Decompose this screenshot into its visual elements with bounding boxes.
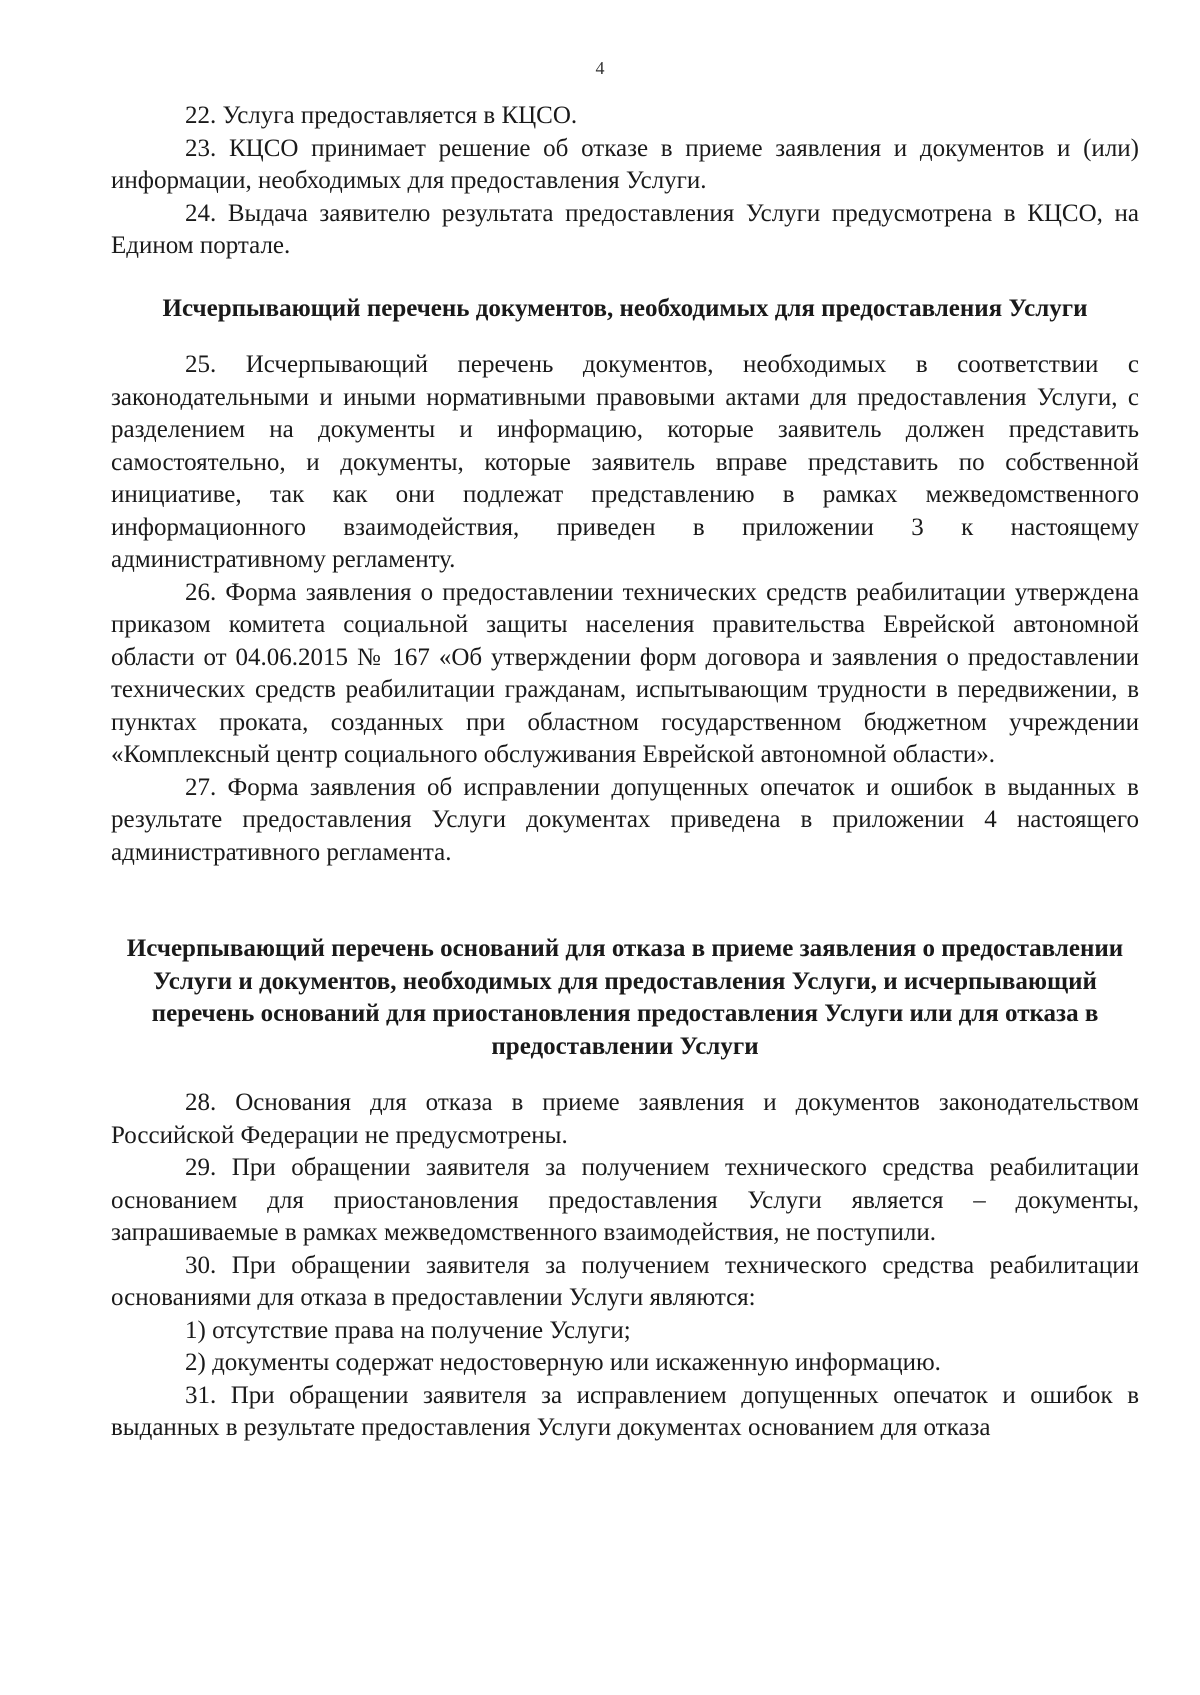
list-item-30-1: 1) отсутствие права на получение Услуги; (185, 1316, 631, 1344)
list-item-30-2: 2) документы содержат недостоверную или искаженную информацию. (185, 1349, 941, 1376)
paragraph-22: 22. Услуга предоставляется в КЦСО. (185, 102, 578, 129)
paragraph-23: 23. КЦСО принимает решение об отказе в приеме заявления и документов и (или) информации, необходимых для предоставления Услуги. (111, 134, 1139, 194)
paragraph-27: 27. Форма заявления об исправлении допущенных опечаток и ошибок в выданных в результате предоставления Услуги документах приведена в приложении 4 настоящего административного регламента. (111, 773, 1139, 866)
document-body (111, 100, 1139, 1445)
paragraph-28: 28. Основания для отказа в приеме заявления и документов законодательством Российской Федерации не предусмотрены. (111, 1089, 1139, 1149)
paragraph-30: 30. При обращении заявителя за получением технического средства реабилитации основаниями для отказа в предоставлении Услуги являются: (111, 1251, 1139, 1311)
paragraph-25: 25. Исчерпывающий перечень документов, необходимых в соответствии с законодательными и иными нормативными правовыми актами для предоставления Услуги, с разделением на документы и информацию, которые заявитель должен представить самостоятельно, и документы, которые заявитель вправе представить по собственной инициативе, так как они подлежат представлению в рамках межведомственного информационного взаимодействия, приведен в приложении 3 к настоящему административному регламенту. (111, 351, 1139, 573)
section-heading-documents: Исчерпывающий перечень документов, необходимых для предоставления Услуги (162, 294, 1088, 322)
section-heading-refusal-grounds: Исчерпывающий перечень оснований для отказа в приеме заявления о предоставлении Услуги и документов, необходимых для предоставления Услуги, и исчерпывающий перечень оснований для приостановления предоставления Услуги или для отказа в предоставлении Услуги (126, 935, 1124, 1060)
paragraph-24: 24. Выдача заявителю результата предоставления Услуги предусмотрена в КЦСО, на Едином портале. (111, 199, 1139, 259)
paragraph-26: 26. Форма заявления о предоставлении технических средств реабилитации утверждена приказом комитета социальной защиты населения правительства Еврейской автономной области от 04.06.2015 № 167 «Об утверждении форм договора и заявления о предоставлении технических средств реабилитации гражданам, испытывающим трудности в передвижении, в пунктах проката, созданных при областном государственном бюджетном учреждении «Комплексный центр социального обслуживания Еврейской автономной области». (111, 578, 1139, 768)
paragraph-29: 29. При обращении заявителя за получением технического средства реабилитации основанием для приостановления предоставления Услуги является – документы, запрашиваемые в рамках межведомственного взаимодействия, не поступили. (111, 1154, 1139, 1246)
page-number: 4 (595, 58, 605, 78)
paragraph-31: 31. При обращении заявителя за исправлением допущенных опечаток и ошибок в выданных в результате предоставления Услуги документах основанием для отказа (111, 1381, 1139, 1441)
